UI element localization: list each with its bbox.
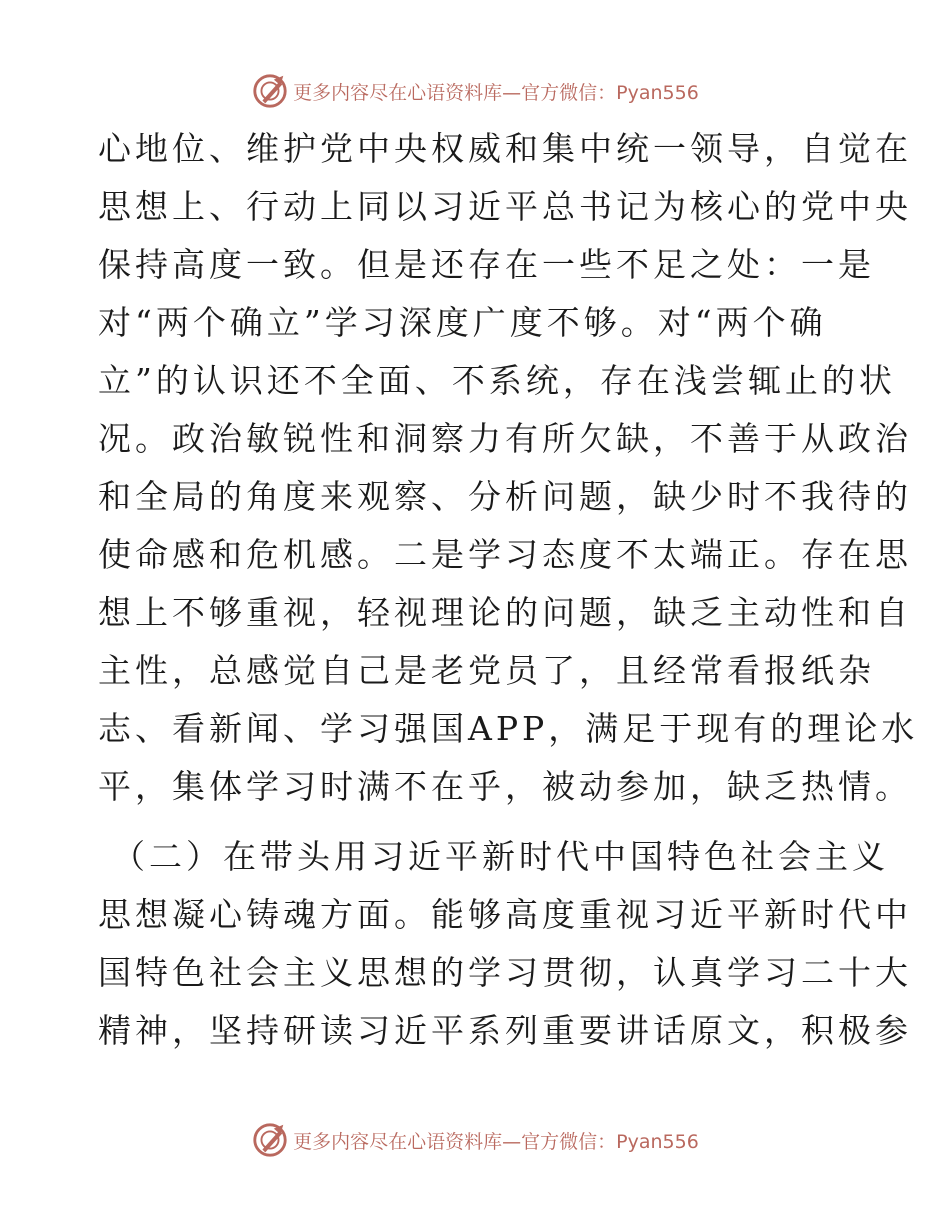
logo-icon [251, 1121, 289, 1159]
document-body [98, 120, 919, 1060]
logo-icon [251, 72, 289, 110]
header-text: 更多内容尽在心语资料库—官方微信：Pyan556 [293, 81, 699, 104]
text-line: 保持高度一致。但是还存在一些不足之处：一是 [98, 245, 875, 284]
section-heading-line: （二）在带头用习近平新时代中国特色社会主义 [112, 837, 889, 876]
footer-text: 更多内容尽在心语资料库—官方微信：Pyan556 [293, 1130, 699, 1153]
text-line: 对“两个确立”学习深度广度不够。对“两个确 [98, 303, 827, 342]
text-line: 况。政治敏锐性和洞察力有所欠缺，不善于从政治 [98, 419, 912, 458]
footer-banner [0, 1120, 950, 1160]
text-line: 立”的认识还不全面、不系统，存在浅尝辄止的状 [98, 361, 896, 400]
text-line: 志、看新闻、学习强国APP，满足于现有的理论水 [98, 709, 919, 748]
text-line: 想上不够重视，轻视理论的问题，缺乏主动性和自 [98, 593, 912, 632]
paragraph-1 [98, 120, 919, 816]
text-line: 精神，坚持研读习近平系列重要讲话原文，积极参 [98, 1011, 912, 1050]
paragraph-2 [98, 828, 912, 1060]
text-line: 平，集体学习时满不在乎，被动参加，缺乏热情。 [98, 767, 912, 806]
text-line: 和全局的角度来观察、分析问题，缺少时不我待的 [98, 477, 912, 516]
text-line: 主性，总感觉自己是老党员了，且经常看报纸杂 [98, 651, 875, 690]
text-line: 国特色社会主义思想的学习贯彻，认真学习二十大 [98, 953, 912, 992]
text-line: 心地位、维护党中央权威和集中统一领导，自觉在 [98, 129, 912, 168]
text-line: 思想上、行动上同以习近平总书记为核心的党中央 [98, 187, 912, 226]
text-line: 思想凝心铸魂方面。能够高度重视习近平新时代中 [98, 895, 912, 934]
text-line: 使命感和危机感。二是学习态度不太端正。存在思 [98, 535, 912, 574]
header-banner [0, 71, 950, 111]
